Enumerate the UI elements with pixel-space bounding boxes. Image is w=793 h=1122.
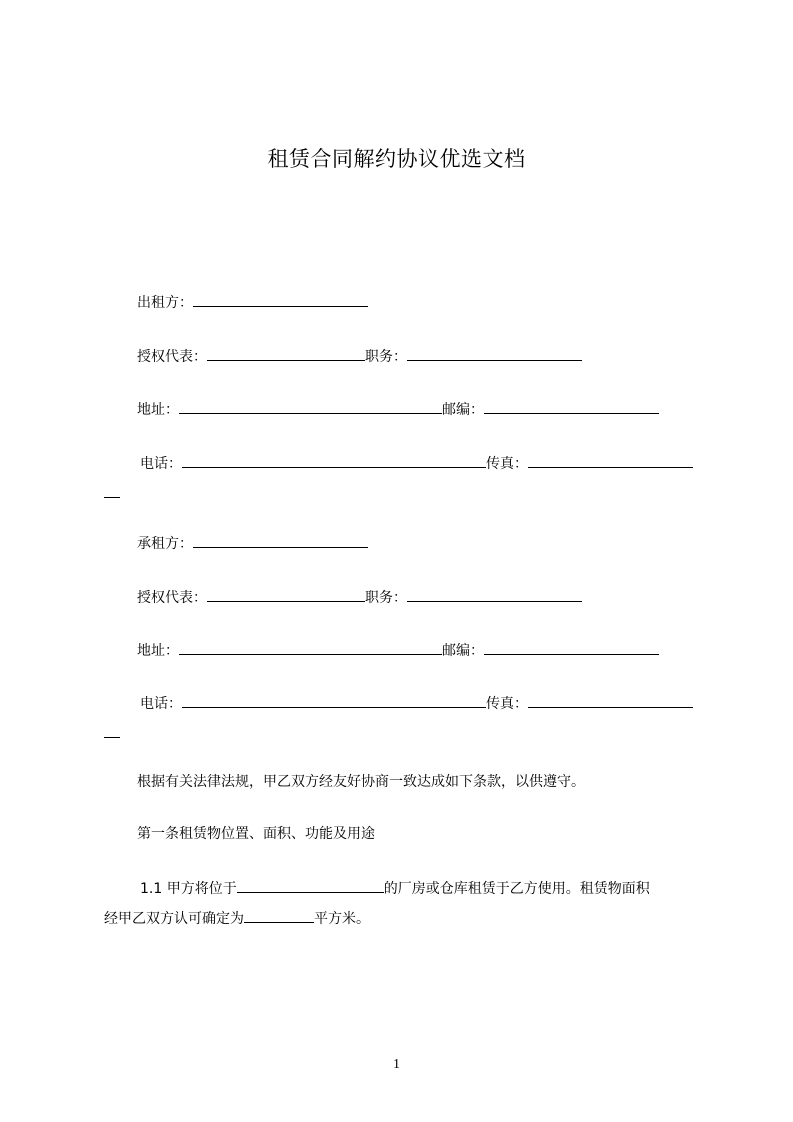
clause-number: 1.1	[140, 881, 163, 897]
lessee-fax-blank-continued	[104, 723, 120, 738]
lessee-fax-label: 传真：	[486, 696, 528, 712]
location-blank	[237, 878, 384, 893]
lessee-phone-blank	[182, 693, 486, 708]
lessor-blank	[193, 292, 368, 307]
lessee-fax-continuation	[104, 723, 120, 743]
lessee-rep-label: 授权代表：	[137, 590, 207, 606]
lessor-phone-blank	[182, 453, 486, 468]
lessee-row	[137, 533, 368, 553]
lessee-address-blank	[179, 640, 442, 655]
lessor-fax-blank-continued	[104, 483, 120, 498]
lessor-address-row	[137, 399, 659, 419]
clause-1-1-line-2	[104, 908, 370, 928]
lessee-blank	[193, 533, 368, 548]
clause-1-1-line-1	[140, 878, 650, 898]
lessor-rep-label: 授权代表：	[137, 349, 207, 365]
lessee-postcode-label: 邮编：	[442, 643, 484, 659]
article-1-heading: 第一条租赁物位置、面积、功能及用途	[137, 826, 375, 842]
lessee-postcode-blank	[484, 640, 659, 655]
lessee-position-blank	[407, 587, 582, 602]
lessor-postcode-label: 邮编：	[442, 402, 484, 418]
lessee-phone-label: 电话：	[140, 696, 182, 712]
lessor-phone-row	[140, 453, 693, 473]
lessee-phone-row	[140, 693, 693, 713]
clause-text-a: 甲方将位于	[166, 881, 237, 897]
lessor-fax-continuation	[104, 483, 120, 503]
lessor-position-blank	[407, 346, 582, 361]
lessor-fax-blank	[528, 453, 693, 468]
page-number: 1	[393, 1057, 400, 1072]
lessee-address-label: 地址：	[137, 643, 179, 659]
lessee-rep-row	[137, 587, 582, 607]
lessor-address-blank	[179, 399, 442, 414]
document-title: 租赁合同解约协议优选文档	[267, 147, 526, 171]
lessor-position-label: 职务：	[365, 349, 407, 365]
lessee-rep-blank	[207, 587, 365, 602]
lessee-label: 承租方：	[137, 536, 193, 552]
lessor-rep-row	[137, 346, 582, 366]
lessee-address-row	[137, 640, 659, 660]
preamble-paragraph: 根据有关法律法规，甲乙双方经友好协商一致达成如下条款，以供遵守。	[137, 774, 585, 790]
lessee-position-label: 职务：	[365, 590, 407, 606]
lessor-row	[137, 292, 368, 312]
lessor-rep-blank	[207, 346, 365, 361]
lessor-phone-label: 电话：	[140, 456, 182, 472]
lessor-label: 出租方：	[137, 295, 193, 311]
lessor-fax-label: 传真：	[486, 456, 528, 472]
clause-text-c: 经甲乙双方认可确定为	[104, 911, 244, 927]
clause-text-b: 的厂房或仓库租赁于乙方使用。租赁物面积	[383, 881, 650, 897]
lessor-address-label: 地址：	[137, 402, 179, 418]
lessee-fax-blank	[528, 693, 693, 708]
clause-text-d: 平方米。	[314, 911, 370, 927]
area-blank	[244, 908, 314, 923]
lessor-postcode-blank	[484, 399, 659, 414]
